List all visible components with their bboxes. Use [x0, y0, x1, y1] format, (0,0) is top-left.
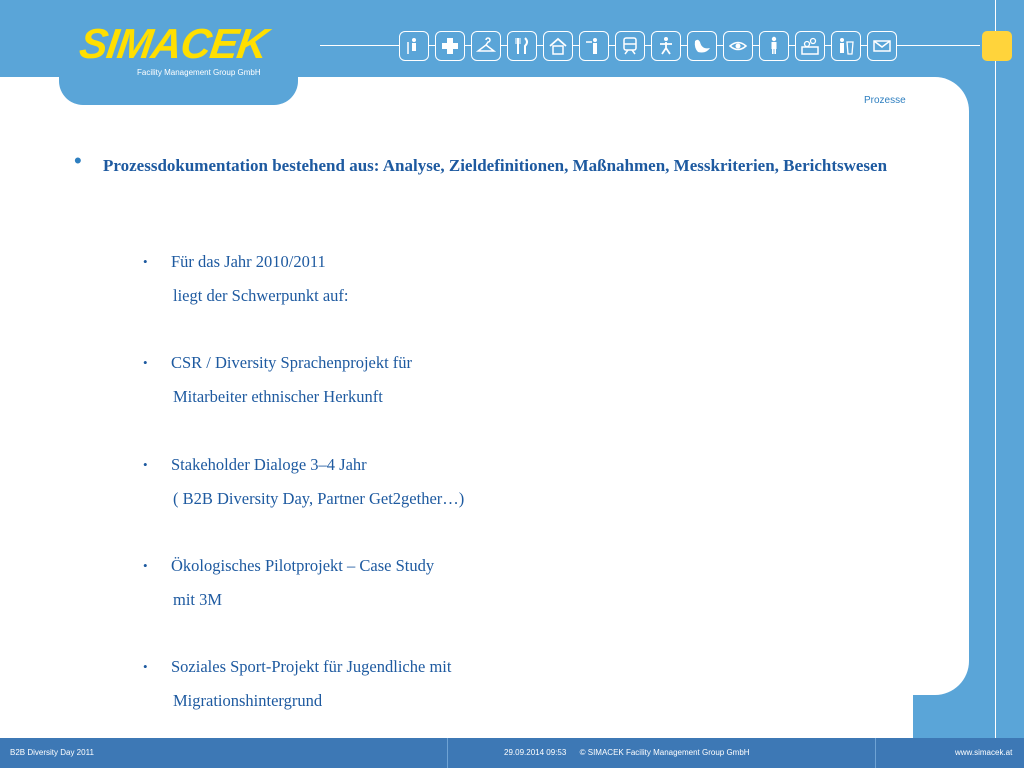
- list-item-line1: Ökologisches Pilotprojekt – Case Study: [171, 556, 435, 575]
- list-item-line2: Migrationshintergrund: [173, 691, 323, 710]
- house-icon[interactable]: [543, 31, 573, 61]
- main-bullet-text: Prozessdokumentation bestehend aus: Analyse, Zieldefinitionen, Maßnahmen, Messkriterien, Berichtswesen: [103, 156, 888, 175]
- list-item-line1: Soziales Sport-Projekt für Jugendliche mit: [171, 657, 452, 676]
- footer-divider: [447, 738, 448, 768]
- train-icon[interactable]: [615, 31, 645, 61]
- laundry-icon[interactable]: [795, 31, 825, 61]
- bullet-icon: •: [143, 457, 148, 472]
- footer-divider: [875, 738, 876, 768]
- footer-date-copyright: 29.09.2014 09:53 © SIMACEK Facility Management Group GmbH: [504, 748, 750, 757]
- service-icon-strip: [399, 31, 897, 61]
- list-item-line2: liegt der Schwerpunkt auf:: [173, 286, 349, 305]
- list-item: [143, 549, 434, 617]
- main-bullet-item: [74, 150, 904, 181]
- cleaning-person-icon[interactable]: [399, 31, 429, 61]
- mail-icon[interactable]: [867, 31, 897, 61]
- footer-website-link[interactable]: www.simacek.at: [955, 748, 1013, 757]
- list-item: [143, 650, 451, 718]
- section-label: Prozesse: [864, 95, 906, 106]
- list-item-line1: Stakeholder Dialoge 3–4 Jahr: [171, 455, 367, 474]
- person-icon[interactable]: [759, 31, 789, 61]
- footer-bar: [0, 738, 1024, 768]
- bullet-icon: •: [143, 659, 148, 674]
- bird-icon[interactable]: [687, 31, 717, 61]
- eye-icon[interactable]: [723, 31, 753, 61]
- bullet-icon: •: [74, 148, 82, 173]
- list-item: [143, 448, 464, 516]
- bullet-icon: •: [143, 254, 148, 269]
- list-item-line1: CSR / Diversity Sprachenprojekt für: [171, 353, 413, 372]
- logo-subtitle: Facility Management Group GmbH: [137, 68, 261, 77]
- hanger-icon[interactable]: [471, 31, 501, 61]
- recycling-icon[interactable]: [831, 31, 861, 61]
- list-item-line2: mit 3M: [173, 590, 223, 609]
- logo[interactable]: SIMACEK: [76, 20, 271, 67]
- list-item-line2: ( B2B Diversity Day, Partner Get2gether…): [173, 489, 465, 508]
- first-aid-icon[interactable]: [435, 31, 465, 61]
- list-item: [143, 245, 349, 313]
- content-panel-bottom: [0, 695, 913, 738]
- list-item-line2: Mitarbeiter ethnischer Herkunft: [173, 387, 383, 406]
- footer-event: B2B Diversity Day 2011: [10, 748, 94, 757]
- accent-square: [982, 31, 1012, 61]
- cutlery-icon[interactable]: [507, 31, 537, 61]
- bullet-icon: •: [143, 558, 148, 573]
- list-item: [143, 346, 412, 414]
- sport-icon[interactable]: [651, 31, 681, 61]
- waiter-icon[interactable]: [579, 31, 609, 61]
- decor-vertical-line: [995, 0, 996, 738]
- list-item-line1: Für das Jahr 2010/2011: [171, 252, 326, 271]
- bullet-icon: •: [143, 355, 148, 370]
